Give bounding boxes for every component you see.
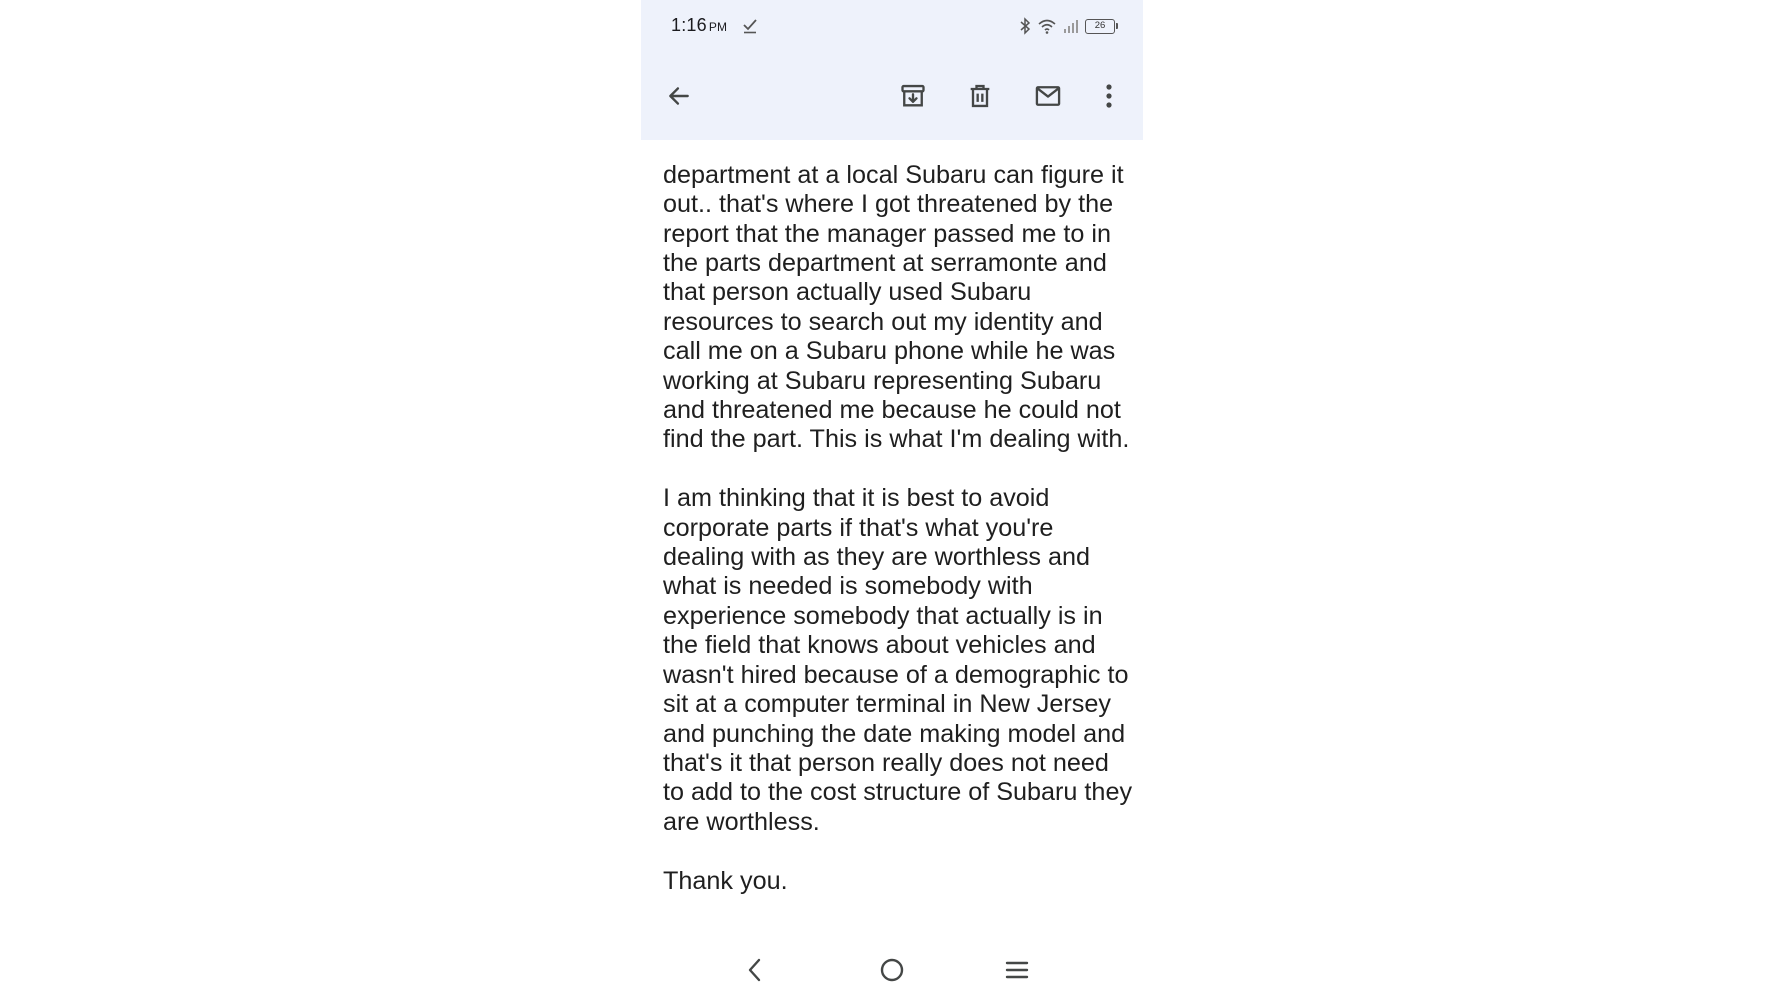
system-nav-bar: [641, 940, 1143, 1000]
back-button[interactable]: [655, 72, 703, 120]
status-time-ampm: PM: [708, 20, 728, 34]
nav-recents-button[interactable]: [995, 948, 1039, 992]
nav-recents-icon: [1005, 959, 1029, 981]
nav-home-icon: [879, 957, 905, 983]
email-paragraph: Thank you.: [663, 866, 788, 895]
status-icons: [1019, 15, 1115, 37]
archive-button[interactable]: [889, 72, 937, 120]
email-toolbar: [641, 52, 1143, 140]
bluetooth-icon: [1019, 17, 1031, 35]
nav-back-button[interactable]: [733, 948, 777, 992]
back-arrow-icon: [666, 83, 692, 109]
mark-unread-icon: [1033, 82, 1063, 110]
status-time-value: 1:16: [671, 15, 707, 35]
status-bar: [641, 0, 1143, 52]
wifi-icon: [1037, 17, 1057, 35]
more-vert-icon: [1105, 83, 1113, 109]
more-options-button[interactable]: [1085, 72, 1133, 120]
mark-unread-button[interactable]: [1024, 72, 1072, 120]
status-time: [671, 15, 727, 36]
nav-back-icon: [745, 957, 765, 983]
phone-screen: [641, 0, 1143, 1000]
delete-icon: [966, 82, 994, 110]
archive-icon: [899, 82, 927, 110]
signal-icon: [1063, 18, 1079, 34]
delete-button[interactable]: [956, 72, 1004, 120]
nav-home-button[interactable]: [870, 948, 914, 992]
check-icon: [742, 16, 758, 34]
email-body: [663, 102, 1133, 925]
email-paragraph: I am thinking that it is best to avoid corporate parts if that's what you're dealing with as they are worthless and what is needed is somebody with experience somebody that actually is in the field that knows about vehicles and wasn't hired because of a demographic to sit at a computer terminal in New Jersey and punching the date making model and that's it that person really does not need to add to the cost structure of Subaru they are worthless.: [663, 484, 1133, 836]
battery-icon: [1085, 19, 1115, 34]
battery-level: 26: [1094, 19, 1106, 31]
email-paragraph: department at a local Subaru can figure it out.. that's where I got threatened by the report that the manager passed me to in the parts department at serramonte and that person actually used Subaru resources to search out my identity and call me on a Subaru phone while he was working at Subaru representing Subaru and threatened me because he could not find the part. This is what I'm dealing with.: [663, 160, 1130, 454]
